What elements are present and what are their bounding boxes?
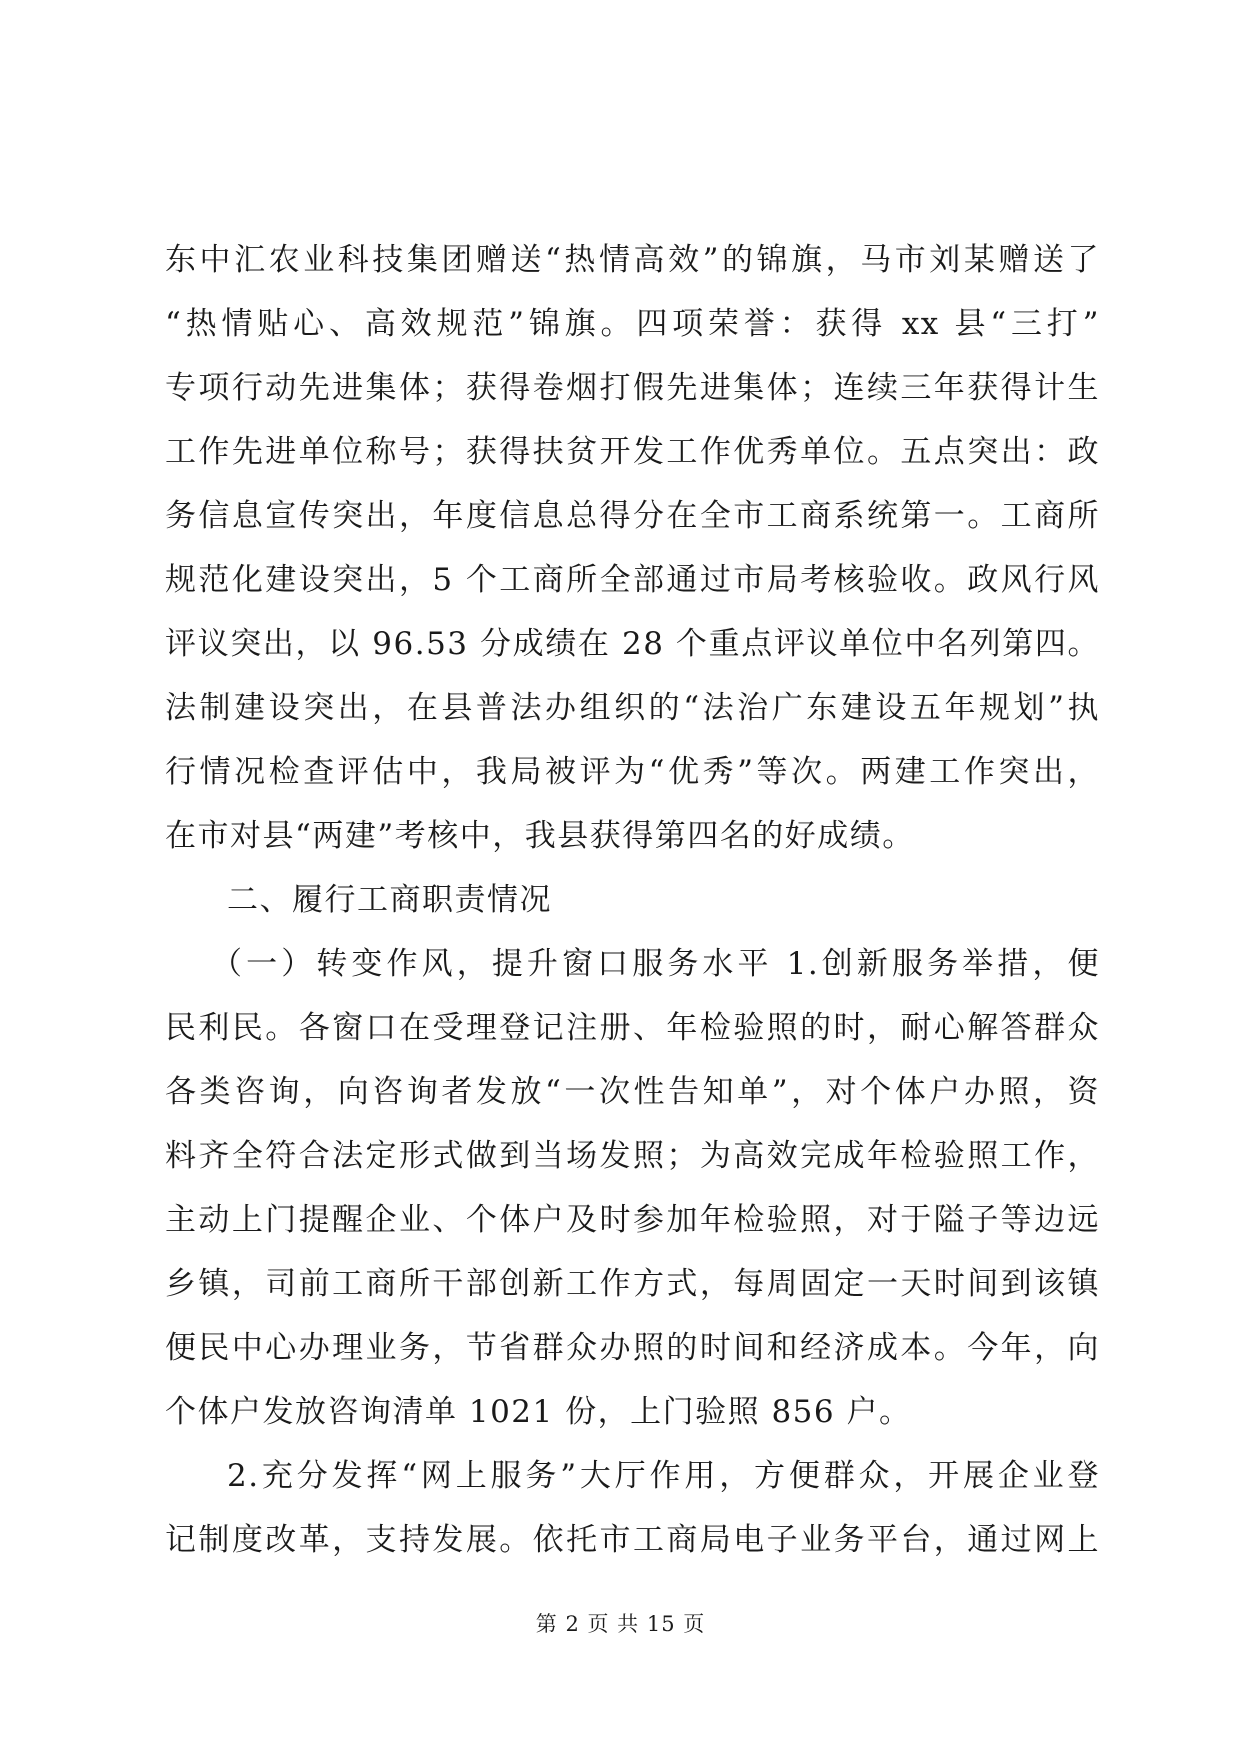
text-line: 乡镇，司前工商所干部创新工作方式，每周固定一天时间到该镇 bbox=[165, 1266, 1100, 1302]
section-heading: 二、履行工商职责情况 bbox=[227, 882, 552, 918]
text-line: 个体户发放咨询清单 1021 份，上门验照 856 户。 bbox=[165, 1394, 912, 1430]
text-line: 专项行动先进集体；获得卷烟打假先进集体；连续三年获得计生 bbox=[165, 370, 1100, 406]
text-line: 东中汇农业科技集团赠送“热情高效”的锦旗，马市刘某赠送了 bbox=[165, 242, 1100, 278]
paragraph-start: 2.充分发挥“网上服务”大厅作用，方便群众，开展企业登 bbox=[227, 1458, 1100, 1494]
page-number-footer: 第 2 页 共 15 页 bbox=[535, 1612, 706, 1636]
text-line: 在市对县“两建”考核中，我县获得第四名的好成绩。 bbox=[165, 818, 915, 854]
subsection-heading: （一）转变作风，提升窗口服务水平 1.创新服务举措，便 bbox=[211, 946, 1100, 982]
text-line: 规范化建设突出，5 个工商所全部通过市局考核验收。政风行风 bbox=[165, 562, 1100, 598]
text-line: 务信息宣传突出，年度信息总得分在全市工商系统第一。工商所 bbox=[165, 498, 1100, 534]
text-line: “热情贴心、高效规范”锦旗。四项荣誉：获得 xx 县“三打” bbox=[165, 306, 1100, 342]
text-line: 记制度改革，支持发展。依托市工商局电子业务平台，通过网上 bbox=[165, 1522, 1100, 1558]
text-line: 料齐全符合法定形式做到当场发照；为高效完成年检验照工作， bbox=[165, 1138, 1100, 1174]
text-line: 各类咨询，向咨询者发放“一次性告知单”，对个体户办照，资 bbox=[165, 1074, 1100, 1110]
text-line: 便民中心办理业务，节省群众办照的时间和经济成本。今年，向 bbox=[165, 1330, 1100, 1366]
text-line: 评议突出，以 96.53 分成绩在 28 个重点评议单位中名列第四。 bbox=[165, 626, 1100, 662]
document-body bbox=[165, 228, 1100, 1572]
text-line: 民利民。各窗口在受理登记注册、年检验照的时，耐心解答群众 bbox=[165, 1010, 1100, 1046]
text-line: 法制建设突出，在县普法办组织的“法治广东建设五年规划”执 bbox=[165, 690, 1100, 726]
text-line: 行情况检查评估中，我局被评为“优秀”等次。两建工作突出， bbox=[165, 754, 1100, 790]
text-line: 工作先进单位称号；获得扶贫开发工作优秀单位。五点突出：政 bbox=[165, 434, 1100, 470]
text-line: 主动上门提醒企业、个体户及时参加年检验照，对于隘子等边远 bbox=[165, 1202, 1100, 1238]
